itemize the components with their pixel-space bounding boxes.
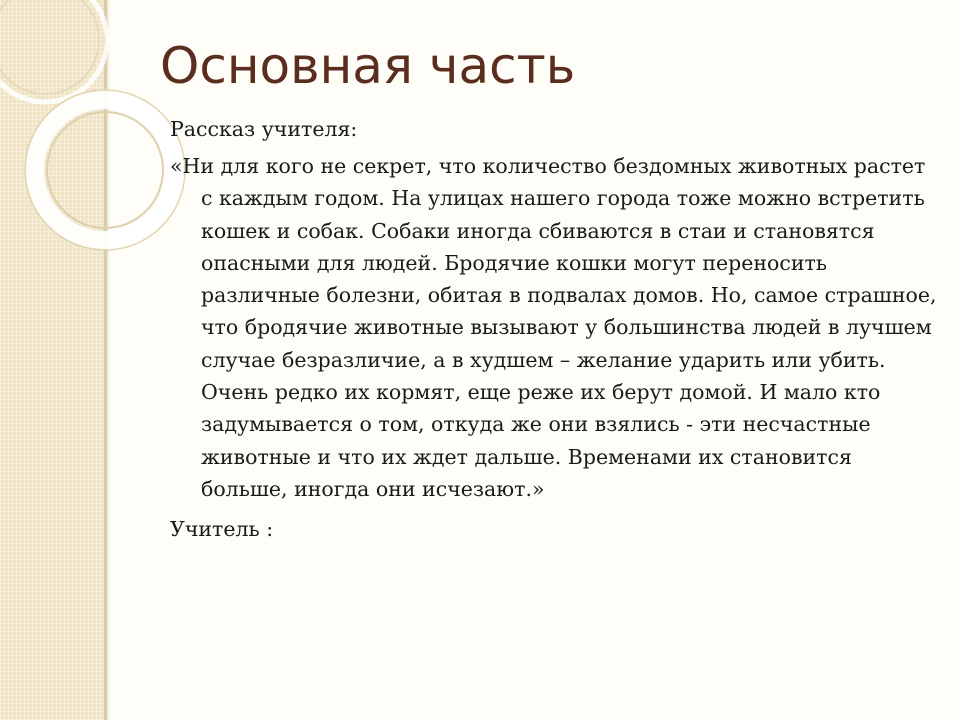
intro-label: Рассказ учителя: [170, 117, 358, 141]
slide-body [170, 113, 940, 546]
slide-title: Основная часть [160, 37, 576, 95]
signoff-label: Учитель : [170, 517, 274, 542]
teacher-quote: «Ни для кого не секрет, что количество бездомных животных растет с каждым годом. На улицах нашего города тоже можно встретить кошек и собак. Собаки иногда сбиваются в стаи и становятся опасными для людей. Бродячие кошки могут переносить различные болезни, обитая в подвалах домов. Но, самое страшное, что бродячие животные вызывают у большинства людей в лучшем случае безразличие, а в худшем – желание ударить или убить. Очень редко их кормят, еще реже их берут домой. И мало кто задумывается о том, откуда же они взялись - эти несчастные животные и что их ждет дальше. Временами их становится больше, иногда они исчезают.» [170, 154, 937, 501]
